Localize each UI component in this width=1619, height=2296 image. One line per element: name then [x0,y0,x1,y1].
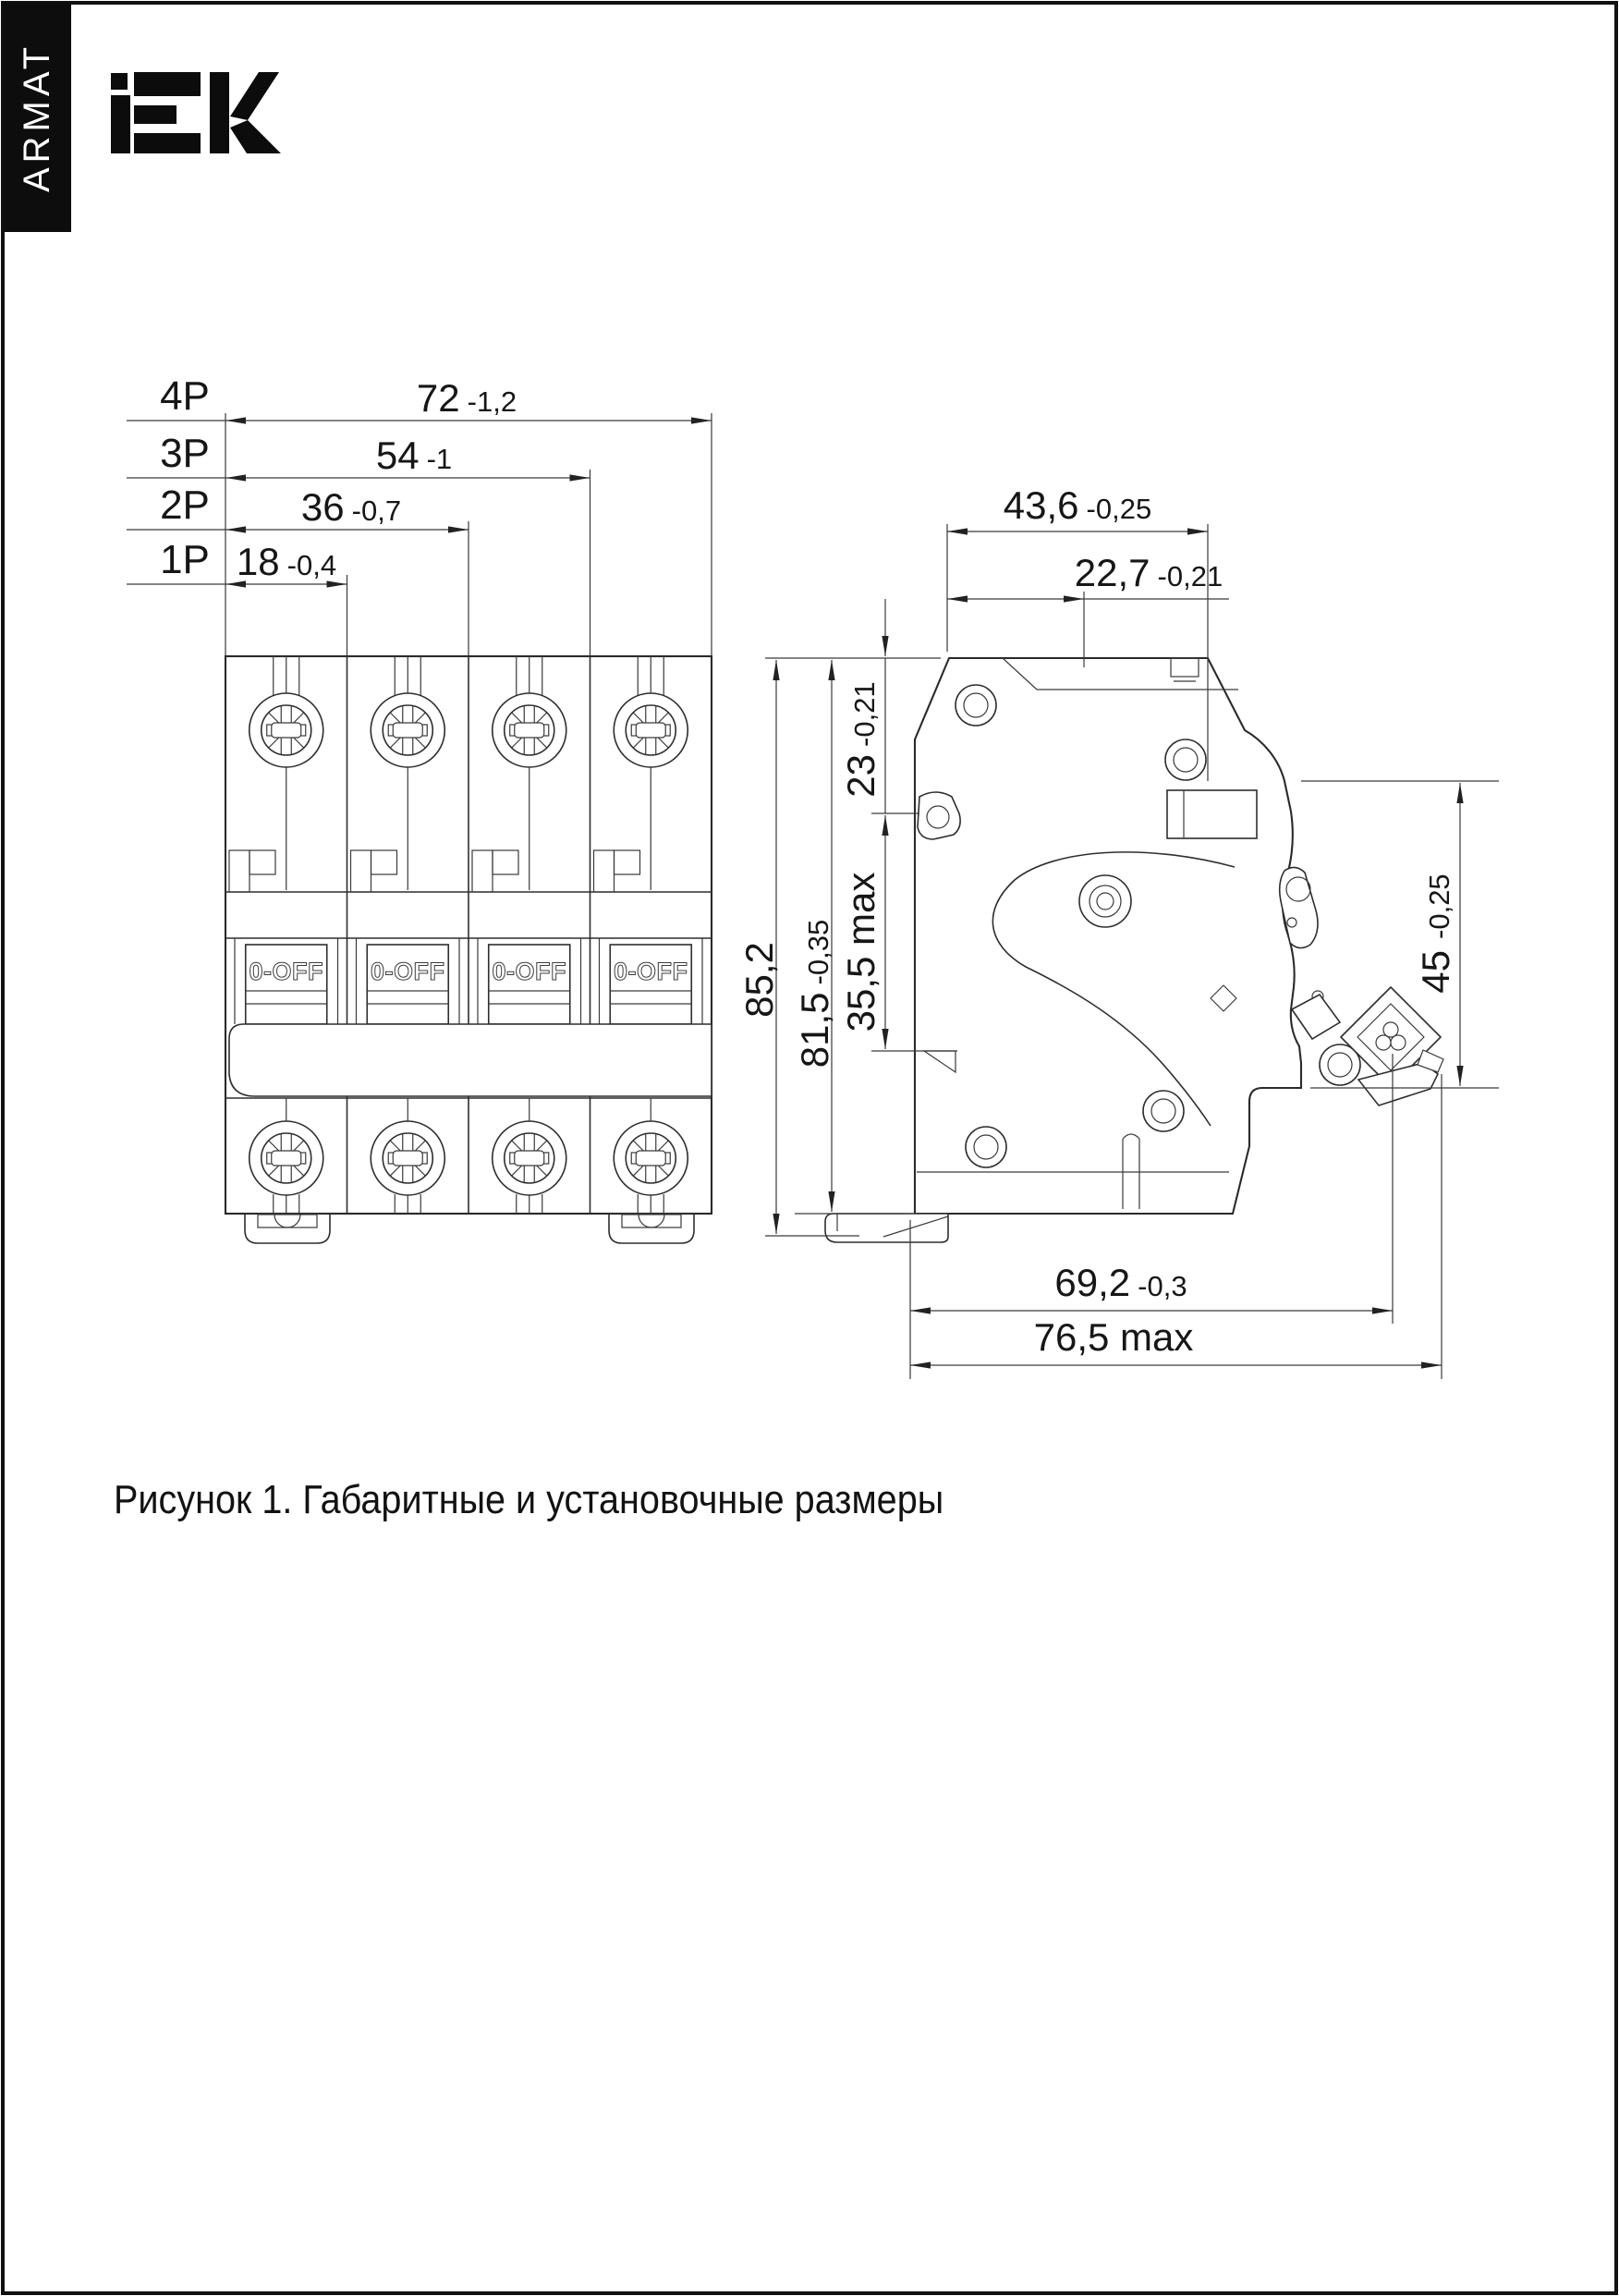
dim-35-5-label [839,873,883,1032]
dim-85-2-value: 85,2 [737,942,781,1018]
dim-54-label [376,434,452,477]
dim-22-7 [947,551,1229,667]
dim-36-value: 36 [300,485,345,529]
toggle-label: 0-OFF [249,958,323,985]
dim-row-1p [127,537,347,584]
toggle-label: 0-OFF [492,958,566,985]
dim-81-5-value: 81,5 [793,992,836,1069]
dim-72-label [417,376,517,420]
dim-23-tol: -0,21 [848,681,881,747]
dim-69-2-tol: -0,3 [1138,1270,1187,1302]
dim-43-6-label [1004,483,1151,527]
dim-69-2-value: 69,2 [1054,1261,1131,1304]
dim-23-chain [839,599,885,1049]
dim-22-7-value: 22,7 [1074,551,1150,594]
dim-18-tol: -0,4 [286,549,337,581]
terminal-screw [250,1121,323,1195]
toggle-label: 0-OFF [614,958,688,985]
dim-22-7-tol: -0,21 [1157,560,1223,592]
dim-36-label [301,485,401,529]
rivet-large [1079,875,1131,927]
terminal-screw [371,693,444,767]
series-label: ARMAT [16,42,57,193]
dim-22-7-label [1075,551,1223,594]
dim-35-5-value: 35,5 max [839,872,883,1032]
handle-window [1167,790,1257,838]
pole-label-1p: 1P [160,537,210,582]
dim-row-2p [127,482,469,530]
pole-label-3p: 3P [160,431,210,476]
dim-76-5-value: 76,5 max [1033,1315,1194,1359]
dim-45-label [1414,873,1457,993]
dim-row-4p [127,373,712,421]
front-view [225,656,712,1243]
dim-23-value: 23 [839,753,883,798]
rivet [1143,1091,1184,1131]
figure-caption: Рисунок 1. Габаритные и установочные размеры [114,1477,944,1522]
dim-36-tol: -0,7 [351,495,402,527]
dim-72-tol: -1,2 [467,385,517,418]
dim-45-tol: -0,25 [1423,873,1455,939]
dim-43-6-tol: -0,25 [1086,493,1152,525]
rivet [956,685,996,726]
toggle-housing-band [229,1024,712,1096]
dim-76-5-label [1034,1315,1194,1359]
terminal-screw [614,693,688,767]
side-view [825,658,1443,1242]
front-pole-dimensions [127,373,712,656]
dim-72-value: 72 [416,376,460,420]
dim-row-3p [127,431,590,478]
terminal-screw [493,1121,566,1195]
side-body-outline [915,658,1301,1214]
toggle-4 [610,945,691,1035]
pole-label-4p: 4P [160,373,210,419]
dim-81-5-label [793,920,836,1068]
dim-18-label [237,540,336,583]
dim-54-tol: -1 [426,443,453,475]
dim-43-6-value: 43,6 [1003,483,1079,527]
dim-85-2-label [737,942,781,1018]
din-foot-right [609,1214,694,1243]
pole-label-2p: 2P [160,482,210,528]
toggle-2 [367,945,448,1035]
rivet [966,1127,1006,1167]
terminal-screw [614,1121,688,1195]
dim-54-value: 54 [375,434,420,477]
terminal-screw [250,693,323,767]
dim-23-label [839,681,883,797]
dim-18-value: 18 [236,540,280,583]
toggle-label: 0-OFF [371,958,445,985]
din-foot-left [245,1214,330,1243]
dim-69-2-label [1054,1261,1187,1304]
terminal-screw [371,1121,444,1195]
dim-45-value: 45 [1414,949,1457,994]
terminal-screw [493,693,566,767]
toggle-1 [246,945,327,1035]
din-clip [825,1214,948,1242]
dim-81-5-tol: -0,35 [802,919,834,985]
rivet [1165,739,1206,780]
front-extension-lines [225,413,712,656]
toggle-3 [489,945,570,1035]
